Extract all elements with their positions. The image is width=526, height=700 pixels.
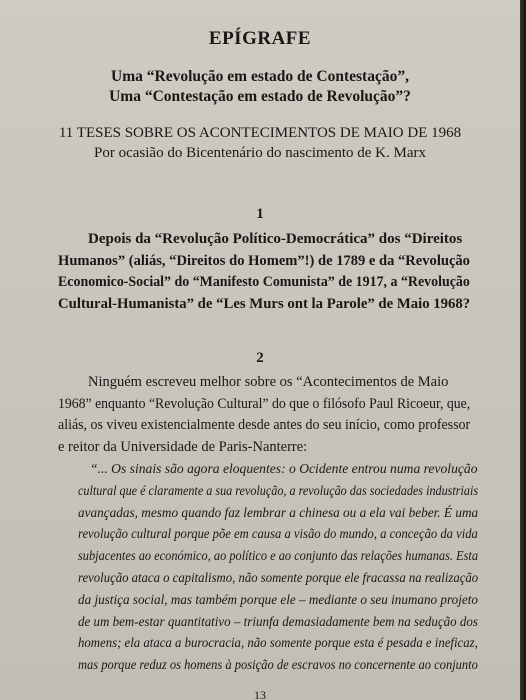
section-number-1: 1 bbox=[256, 206, 264, 222]
paragraph-line: Ninguém escreveu melhor sobre os “Acontecimentos de Maio bbox=[88, 374, 449, 390]
paragraph-line: Humanos” (aliás, “Direitos do Homem”!) de 1789 e da “Revolução bbox=[58, 252, 470, 269]
section-1-paragraph bbox=[58, 229, 470, 315]
paragraph-line: 1968” enquanto “Revolução Cultural” do que o filósofo Paul Ricoeur, que, bbox=[58, 395, 471, 412]
subtitle-line-2: Uma “Contestação em estado de Revolução”? bbox=[109, 88, 411, 105]
quote-line: da justiça social, mas também porque ele – mediante o seu inumano projeto bbox=[78, 591, 478, 607]
quote-line: revolução cultural porque põe em causa a visão do mundo, a conceção da vida bbox=[78, 526, 478, 542]
page-number: 13 bbox=[254, 688, 266, 700]
ricoeur-quote bbox=[78, 458, 478, 676]
quote-line: homens; ela ataca a burocracia, não somente porque esta é pesada e ineficaz, bbox=[78, 635, 478, 651]
theses-subtitle: Por ocasião do Bicentenário do nascimento de K. Marx bbox=[94, 145, 426, 161]
quote-line: “... Os sinais são agora eloquentes: o Ocidente entrou numa revolução bbox=[90, 461, 478, 476]
quote-line: revolução ataca o capitalismo, não somente porque ele fracassa na realização bbox=[78, 569, 479, 585]
quote-line: de um bem-estar quantitativo – triunfa demasiadamente bem na sedução dos bbox=[78, 613, 478, 629]
quote-line: subjacentes ao económico, ao político e ao conjunto das relações humanas. Esta bbox=[78, 548, 479, 564]
quote-line: cultural que é claramente a sua revolução, a revolução das sociedades industriais bbox=[78, 482, 479, 498]
subtitle-line-1: Uma “Revolução em estado de Contestação”, bbox=[111, 68, 409, 85]
page-edge-shadow bbox=[520, 0, 526, 700]
quote-line: avançadas, mesmo quando faz lembrar a chinesa ou a ela vai beber. É uma bbox=[78, 504, 479, 520]
paragraph-line: Economico-Social” do “Manifesto Comunista” de 1917, a “Revolução bbox=[58, 274, 470, 290]
paragraph-line: e reitor da Universidade de Paris-Nanterre: bbox=[58, 438, 308, 455]
section-number-2: 2 bbox=[256, 350, 264, 366]
page-heading: EPÍGRAFE bbox=[208, 28, 312, 49]
section-2-paragraph bbox=[58, 372, 470, 458]
paragraph-line: aliás, os viveu existencialmente desde antes do seu início, como professor bbox=[58, 417, 471, 433]
paragraph-line: Cultural-Humanista” de “Les Murs ont la Parole” de Maio 1968? bbox=[58, 295, 471, 312]
quote-line: mas porque reduz os homens à posição de escravos no concernente ao conjunto bbox=[78, 657, 478, 673]
paragraph-line: Depois da “Revolução Político-Democrática” dos “Direitos bbox=[88, 231, 463, 247]
theses-title: 11 TESES SOBRE OS ACONTECIMENTOS DE MAIO DE 1968 bbox=[58, 125, 462, 141]
